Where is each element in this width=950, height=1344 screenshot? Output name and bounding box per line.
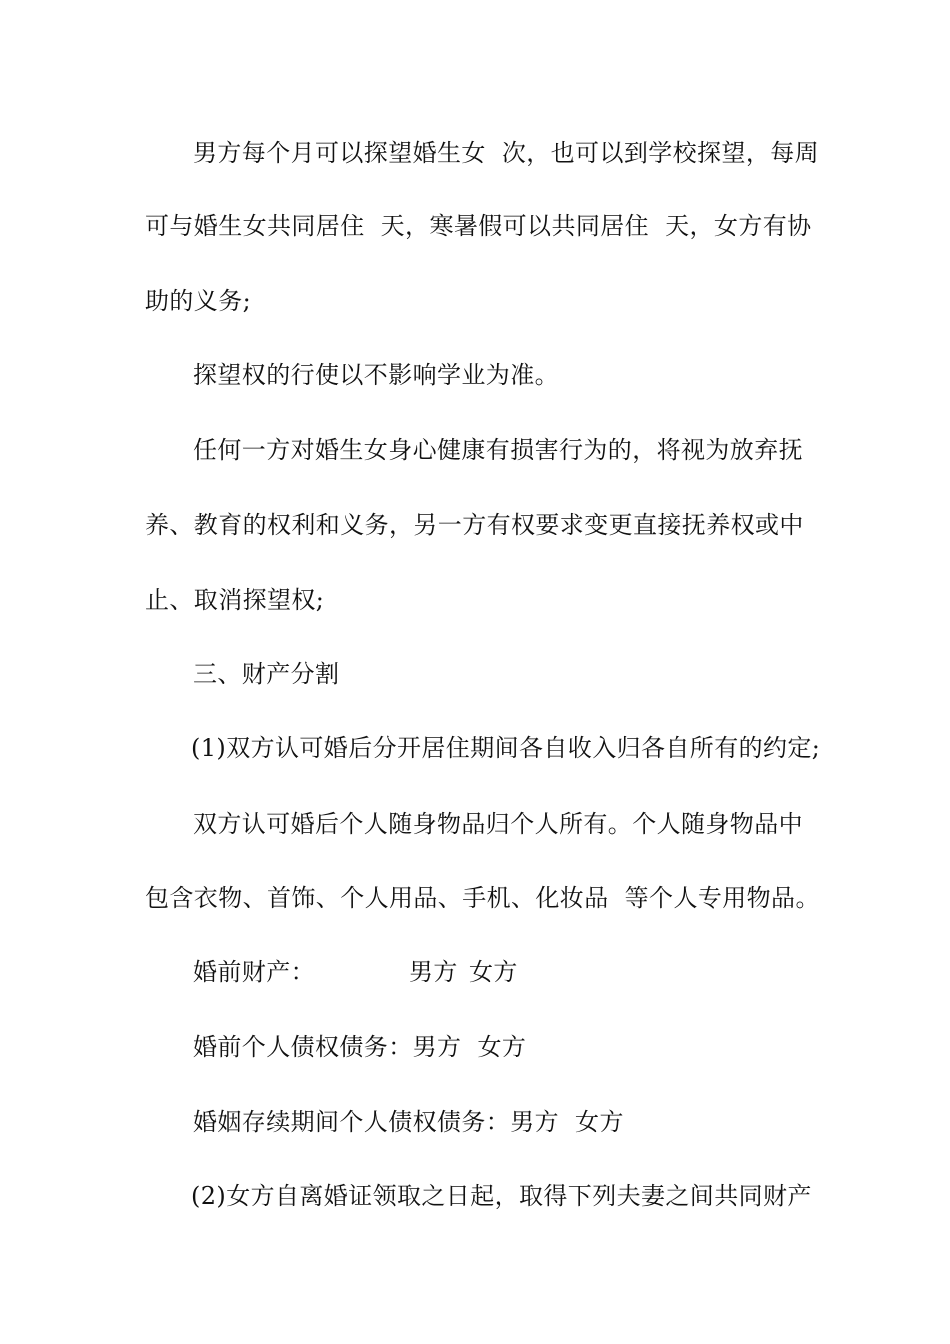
paragraph-line: 包含衣物、首饰、个人用品、手机、化妆品 等个人专用物品。 (145, 884, 820, 912)
premarital-property-female: 女方 (469, 958, 518, 986)
paragraph-line: 任何一方对婚生女身心健康有损害行为的，将视为放弃抚 (193, 436, 803, 464)
paragraph-line: 助的义务; (145, 287, 252, 315)
paragraph-line: 养、教育的权利和义务，另一方有权要求变更直接抚养权或中 (145, 511, 804, 539)
paragraph-line: (2)女方自离婚证领取之日起，取得下列夫妻之间共同财产 (191, 1182, 812, 1210)
paragraph-line: 男方每个月可以探望婚生女 次，也可以到学校探望，每周 (193, 139, 820, 167)
premarital-property-male: 男方 (409, 958, 458, 986)
paragraph-line: 可与婚生女共同居住 天，寒暑假可以共同居住 天，女方有协 (145, 212, 812, 240)
paragraph-line: 婚前个人债权债务：男方 女方 (193, 1033, 527, 1061)
paragraph-line: 婚姻存续期间个人债权债务：男方 女方 (193, 1108, 624, 1136)
section-heading: 三、财产分割 (193, 660, 340, 688)
premarital-property-label: 婚前财产： (193, 958, 315, 986)
paragraph-line: 双方认可婚后个人随身物品归个人所有。个人随身物品中 (193, 810, 803, 838)
premarital-property-line (193, 952, 863, 992)
paragraph-line: 止、取消探望权; (145, 586, 325, 614)
paragraph-line: 探望权的行使以不影响学业为准。 (193, 361, 559, 389)
paragraph-line: (1)双方认可婚后分开居住期间各自收入归各自所有的约定; (191, 734, 821, 762)
